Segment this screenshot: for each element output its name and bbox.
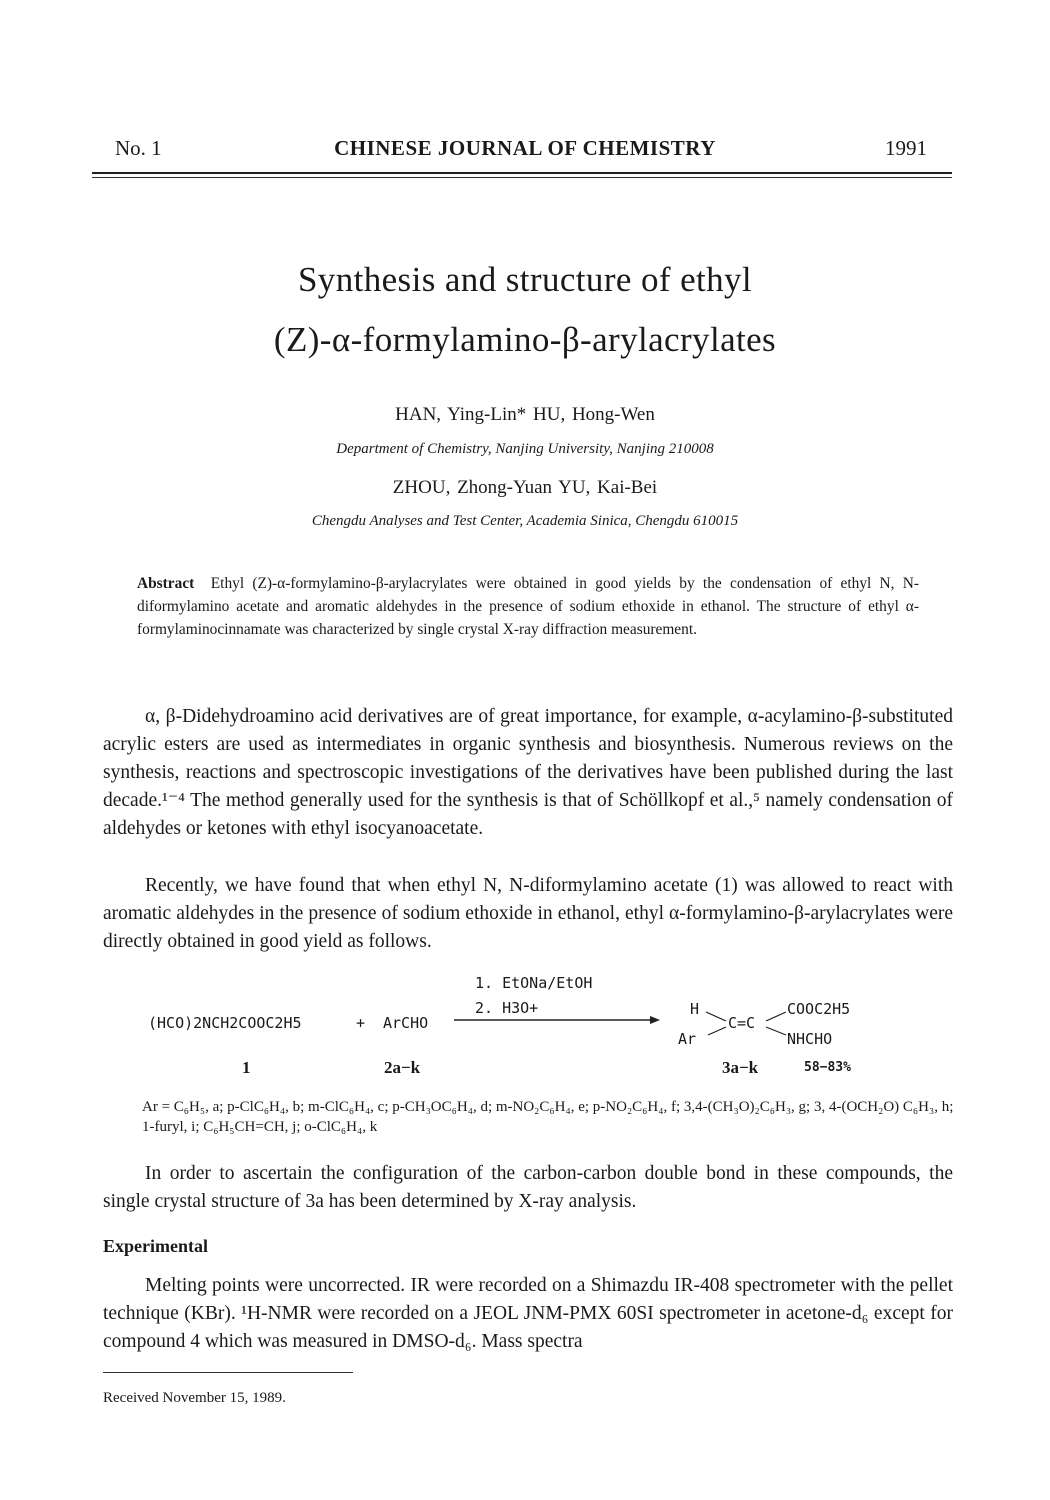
author-group-1: HAN, Ying-Lin* HU, Hong-Wen: [395, 404, 655, 425]
section-heading-experimental: Experimental: [103, 1236, 208, 1256]
affiliation-2: Chengdu Analyses and Test Center, Academia Sinica, Chengdu 610015: [311, 513, 739, 529]
publication-year: 1991: [885, 136, 927, 160]
received-date: Received November 15, 1989.: [103, 1390, 286, 1406]
compound-label-2: 2a−k: [384, 1058, 421, 1077]
header-rule-thick: [92, 172, 952, 174]
scheme-reactant-1: (HCO)2NCH2COOC2H5: [148, 1014, 302, 1032]
product-bonds-icon: [700, 1005, 795, 1043]
reaction-arrow-icon: [452, 1014, 662, 1026]
scheme-condition-2: 2. H3O+: [475, 999, 539, 1017]
intro-paragraph-2: Recently, we have found that when ethyl N, N-diformylamino acetate (1) was allowed to react with aromatic aldehydes in the presence of sodium ethoxide in ethanol, ethyl α-formylamino-β-arylacrylates were directly obtained in good yield as follows.: [103, 875, 953, 952]
intro-paragraph-1: α, β-Didehydroamino acid derivatives are of great importance, for example, α-acylamino-β-substituted acrylic esters are used as intermediates in organic synthesis and biosynthesis. Numerous reviews on the synthesis, reactions and spectroscopic investigations of the derivatives have been published during the last decade.¹⁻⁴ The method generally used for the synthesis is that of Schöllkopf et al.,⁵ namely condensation of aldehydes or ketones with ethyl isocyanoacetate.: [103, 706, 953, 839]
paragraph-3: In order to ascertain the configuration of the carbon-carbon double bond in these compounds, the single crystal structure of 3a has been determined by X-ray analysis.: [103, 1163, 953, 1212]
scheme-product-ester: COOC2H5: [787, 1000, 851, 1018]
experimental-text: Melting points were uncorrected. IR were recorded on a Shimazdu IR-408 spectrometer with the pellet technique (KBr). ¹H-NMR were recorded on a JEOL JNM-PMX 60SI spectrometer in acetone-d₆ except for compound 4 which was measured in DMSO-d₆. Mass spectra: [103, 1275, 953, 1352]
scheme-product-h: H: [690, 1000, 700, 1018]
issue-number: No. 1: [115, 136, 162, 160]
abstract: [137, 572, 919, 641]
header-rule-thin: [92, 177, 952, 178]
scheme-reactant-2: ArCHO: [383, 1014, 429, 1032]
scheme-plus: +: [356, 1014, 366, 1032]
footnote-rule: [103, 1372, 353, 1373]
journal-name: CHINESE JOURNAL OF CHEMISTRY: [334, 136, 716, 160]
scheme-product-amide: NHCHO: [787, 1030, 833, 1048]
compound-label-3: 3a−k: [722, 1058, 759, 1077]
author-group-2: ZHOU, Zhong-Yuan YU, Kai-Bei: [392, 477, 658, 498]
abstract-text: Ethyl (Z)-α-formylamino-β-arylacrylates were obtained in good yields by the condensation of ethyl N, N-diformylamino acetate and aromatic aldehydes in the presence of sodium ethoxide in ethanol. The structure of ethyl α-formylaminocinnamate was characterized by single crystal X-ray diffraction measurement.: [137, 575, 919, 638]
scheme-product-double-bond: C=C: [728, 1014, 756, 1032]
scheme-condition-1: 1. EtONa/EtOH: [475, 974, 593, 992]
compound-label-1: 1: [242, 1058, 251, 1077]
scheme-product-ar: Ar: [678, 1030, 697, 1048]
article-title-line1: Synthesis and structure of ethyl: [297, 260, 753, 299]
affiliation-1: Department of Chemistry, Nanjing University, Nanjing 210008: [336, 441, 714, 457]
aryl-group-list: Ar = C₆H₅, a; p-ClC₆H₄, b; m-ClC₆H₄, c; p-CH₃OC₆H₄, d; m-NO₂C₆H₄, e; p-NO₂C₆H₄, f; 3,4-(CH₃O)₂C₆H₃, g; 3, 4-(OCH₂O) C₆H₃, h; 1-furyl, i; C₆H₅CH=CH, j; o-ClC₆H₄, k: [142, 1099, 954, 1135]
yield-range: 58−83%: [804, 1060, 851, 1075]
article-title-line2: (Z)-α-formylamino-β-arylacrylates: [273, 320, 777, 359]
abstract-label: Abstract: [137, 575, 195, 592]
